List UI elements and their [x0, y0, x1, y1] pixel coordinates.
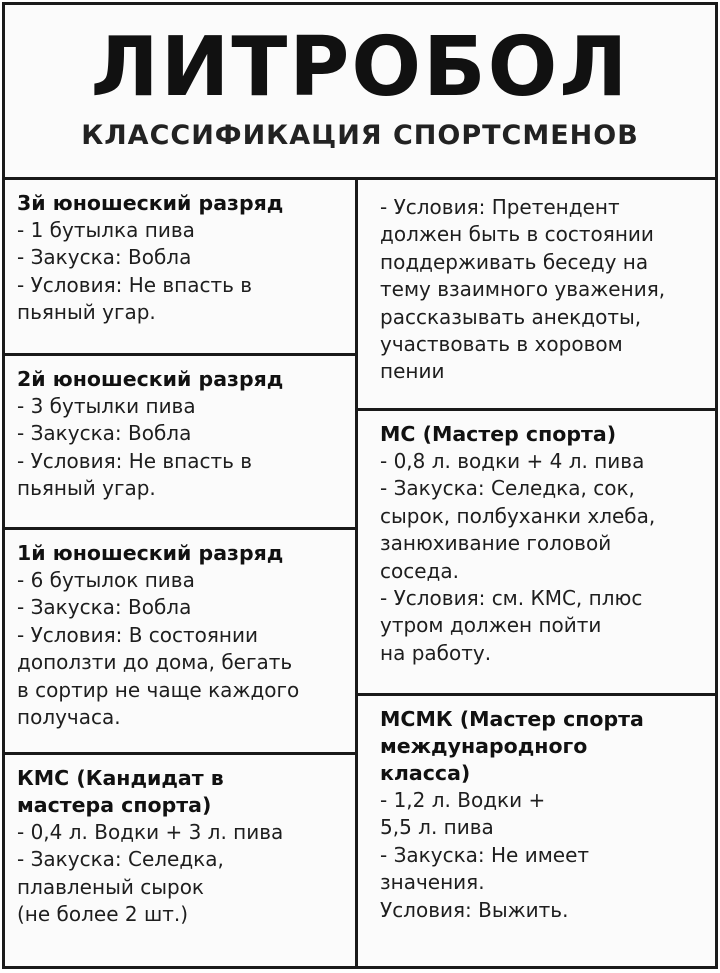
rank-line: соседа.	[380, 558, 459, 583]
rank-line: - 0,4 л. Водки + 3 л. пива	[17, 820, 284, 844]
rank-line: - Условия: Не впасть в	[17, 448, 253, 473]
rank-line: получаса.	[17, 705, 121, 730]
rank-line: (не более 2 шт.)	[17, 902, 189, 927]
rank-title: мастера спорта)	[17, 793, 212, 817]
rank-line: - 6 бутылок пива	[17, 568, 195, 592]
rank-line: - Условия: Претендент	[380, 195, 620, 219]
rank-line: 5,5 л. пива	[380, 815, 494, 840]
rank-line: пении	[380, 359, 445, 384]
rank-line: тему взаимного уважения,	[380, 277, 666, 302]
rank-title: МС (Мастер спорта)	[380, 422, 617, 446]
rank-line: - Закуска: Вобла	[17, 245, 192, 270]
rank-line: - Условия: см. КМС, плюс	[380, 586, 643, 611]
rank-line: плавленый сырок	[17, 874, 205, 899]
rank-1-junior	[5, 527, 355, 752]
rank-line: участвовать в хоровом	[380, 332, 623, 357]
rank-line: - Закуска: Вобла	[17, 421, 192, 446]
rank-line: - Условия: В состоянии	[17, 622, 258, 647]
rank-line: на работу.	[380, 640, 492, 665]
rank-2-junior	[5, 353, 355, 527]
left-column	[5, 180, 355, 966]
rank-title: международного	[380, 734, 588, 758]
rank-line: - 1 бутылка пива	[17, 218, 195, 242]
rank-title: 2й юношеский разряд	[17, 367, 284, 391]
rank-line: занюхивание головой	[380, 531, 612, 556]
rank-line: - Закуска: Не имеет	[380, 842, 590, 867]
rank-line: в сортир не чаще каждого	[17, 677, 300, 702]
rank-line: Условия: Выжить.	[380, 897, 569, 922]
rank-title: 1й юношеский разряд	[17, 541, 284, 565]
rank-line: пьяный угар.	[17, 476, 156, 501]
rank-line: утром должен пойти	[380, 613, 602, 638]
rank-line: пьяный угар.	[17, 300, 156, 325]
rank-line: значения.	[380, 870, 485, 895]
rank-line: - Закуска: Вобла	[17, 595, 192, 620]
rank-3-junior	[5, 180, 355, 353]
right-column	[355, 180, 718, 966]
rank-title: МСМК (Мастер спорта	[380, 707, 644, 731]
rank-msmk	[358, 693, 718, 966]
rank-line: сырок, полбуханки хлеба,	[380, 503, 656, 528]
rank-line: - 1,2 л. Водки +	[380, 788, 546, 812]
rank-ms	[358, 408, 718, 693]
rank-line: - Закуска: Селедка,	[17, 847, 224, 872]
rank-line: - Закуска: Селедка, сок,	[380, 476, 635, 501]
rank-title: КМС (Кандидат в	[17, 766, 224, 790]
rank-line: должен быть в состоянии	[380, 222, 654, 247]
rank-line: - 0,8 л. водки + 4 л. пива	[380, 449, 645, 473]
rank-title: класса)	[380, 761, 471, 785]
rank-kms	[5, 752, 355, 966]
page-title: ЛИТРОБОЛ	[90, 20, 630, 115]
rank-title: 3й юношеский разряд	[17, 191, 284, 215]
kms-conditions	[358, 180, 718, 408]
header	[5, 5, 715, 180]
rank-line: - Условия: Не впасть в	[17, 272, 253, 297]
rank-line: - 3 бутылки пива	[17, 394, 196, 418]
rank-line: доползти до дома, бегать	[17, 650, 293, 675]
page-subtitle: КЛАССИФИКАЦИЯ СПОРТСМЕНОВ	[81, 120, 639, 151]
rank-line: рассказывать анекдоты,	[380, 304, 642, 329]
poster	[2, 2, 718, 969]
rank-line: поддерживать беседу на	[380, 249, 649, 274]
